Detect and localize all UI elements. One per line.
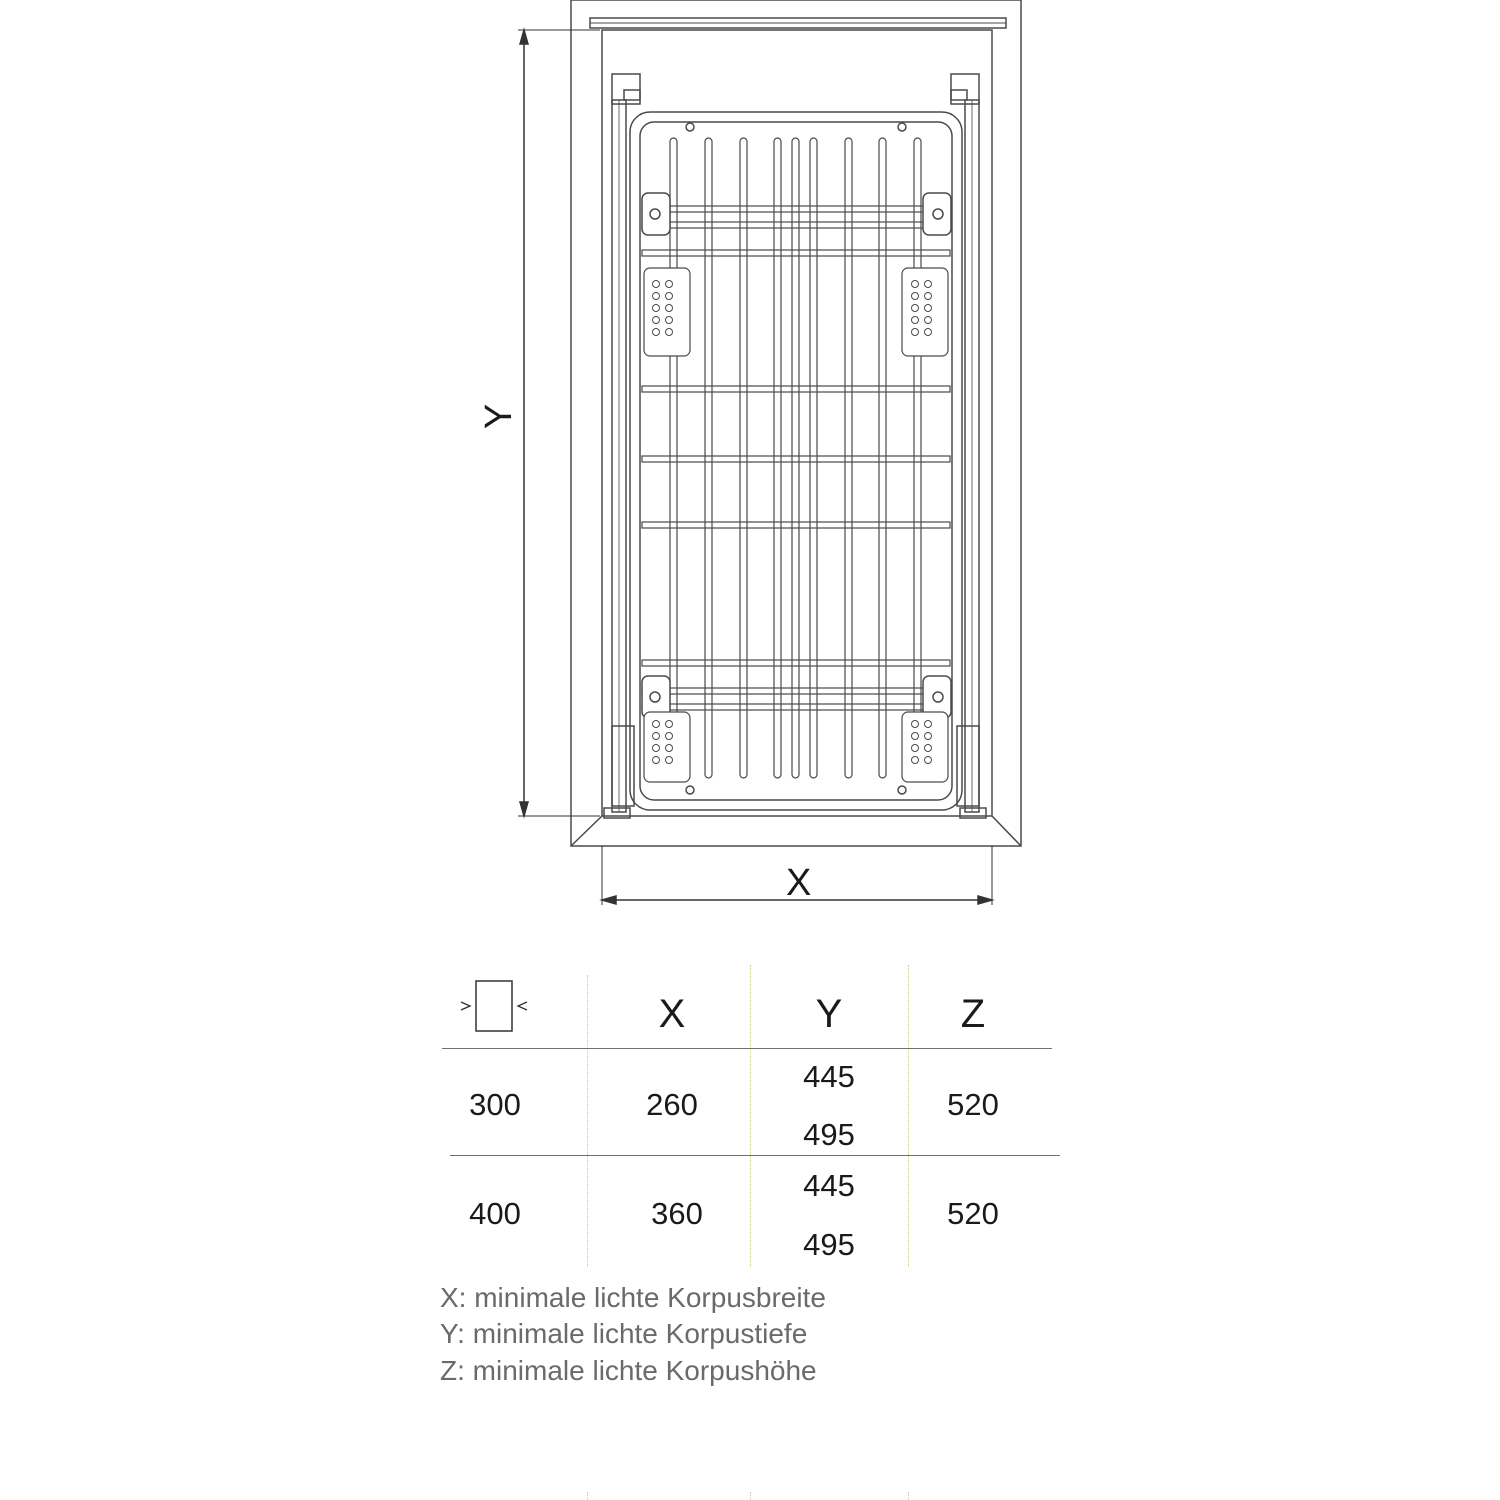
cabinet-carcass (571, 0, 1021, 846)
column-separator-tail (908, 1492, 909, 1500)
cell-cabinet-width: 300 (469, 1087, 521, 1122)
dimension-x-label: X (786, 862, 812, 904)
cell-y-max: 495 (803, 1227, 855, 1262)
column-separator (908, 965, 909, 1267)
cell-y-max: 495 (803, 1117, 855, 1152)
header-z: Z (960, 992, 986, 1036)
header-x: X (658, 992, 686, 1036)
wire-basket (630, 112, 962, 810)
header-divider (442, 1048, 1052, 1049)
dimension-y (518, 30, 600, 816)
dimension-y-label: Y (478, 403, 521, 430)
cell-y-min: 445 (803, 1168, 855, 1203)
cell-cabinet-width: 400 (469, 1196, 521, 1231)
column-separator-tail (750, 1492, 751, 1500)
column-separator-tail (587, 1492, 588, 1500)
column-separator (587, 975, 588, 1267)
legend-z: Z: minimale lichte Korpushöhe (440, 1355, 817, 1386)
column-separator (750, 965, 751, 1267)
cell-z: 520 (947, 1196, 999, 1231)
cell-y-min: 445 (803, 1059, 855, 1094)
row-divider (450, 1155, 1060, 1156)
cell-z: 520 (947, 1087, 999, 1122)
legend-y: Y: minimale lichte Korpustiefe (440, 1318, 808, 1349)
cabinet-width-icon (458, 980, 532, 1034)
cell-x: 360 (651, 1196, 703, 1231)
legend-x: X: minimale lichte Korpusbreite (440, 1282, 826, 1313)
cell-x: 260 (646, 1087, 698, 1122)
header-y: Y (815, 992, 843, 1036)
